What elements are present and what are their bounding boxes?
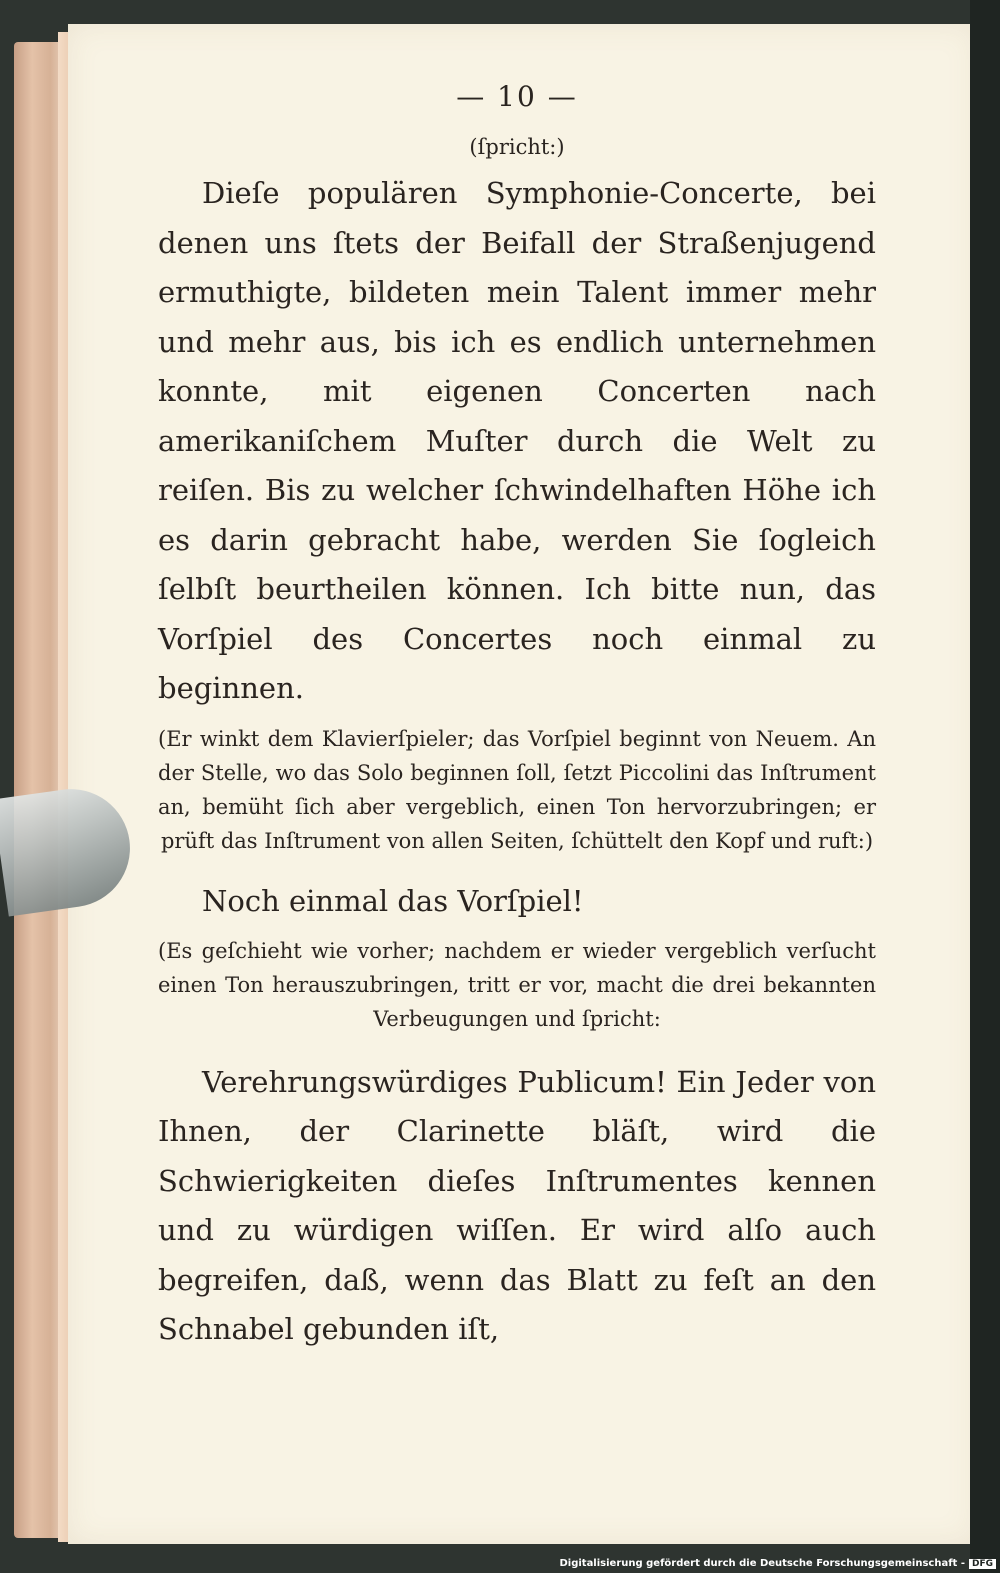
page-number: — 10 — (456, 80, 578, 113)
stage-direction: (ſpricht:) (469, 135, 565, 159)
digitization-credit (559, 1558, 996, 1569)
spoken-line: Noch einmal das Vorſpiel! (202, 883, 584, 918)
scanner-background-right (970, 0, 1000, 1573)
dfg-logo: DFG (969, 1559, 996, 1569)
page-text (158, 80, 876, 1355)
paragraph: Verehrungswürdiges Publicum! Ein Jeder von Ihnen, der Clarinette bläſt, wird die Schwierigkeiten dieſes Inſtrumentes kennen und zu würdigen wiſſen. Er wird alſo auch begreifen, daß, wenn das Blatt zu feſt an den Schnabel gebunden iſt, (158, 1064, 876, 1346)
paragraph: Dieſe populären Symphonie-Concerte, bei denen uns ſtets der Beifall der Straßenjugend ermuthigte, bildeten mein Talent immer mehr und mehr aus, bis ich es endlich unternehmen konnte, mit eigenen Concerten nach amerikaniſchem Muſter durch die Welt zu reiſen. Bis zu welcher ſchwindelhaften Höhe ich es darin gebracht habe, werden Sie ſogleich ſelbſt beurtheilen können. Ich bitte nun, das Vorſpiel des Concertes noch einmal zu beginnen. (158, 176, 876, 705)
credit-text: Digitalisierung gefördert durch die Deutsche Forschungsgemeinschaft - (559, 1558, 965, 1569)
stage-direction-block: (Er winkt dem Klavierſpieler; das Vorſpiel beginnt von Neuem. An der Stelle, wo das Solo beginnen ſoll, ſetzt Piccolini das Inſtrument an, bemüht ſich aber vergeblich, einen Ton hervorzubringen; er prüft das Inſtrument von allen Seiten, ſchüttelt den Kopf und ruft:) (158, 726, 876, 853)
stage-direction-block: (Es geſchieht wie vorher; nachdem er wieder vergeblich verſucht einen Ton herauszubringen, tritt er vor, macht die drei bekannten Verbeugungen und ſpricht: (158, 938, 876, 1031)
